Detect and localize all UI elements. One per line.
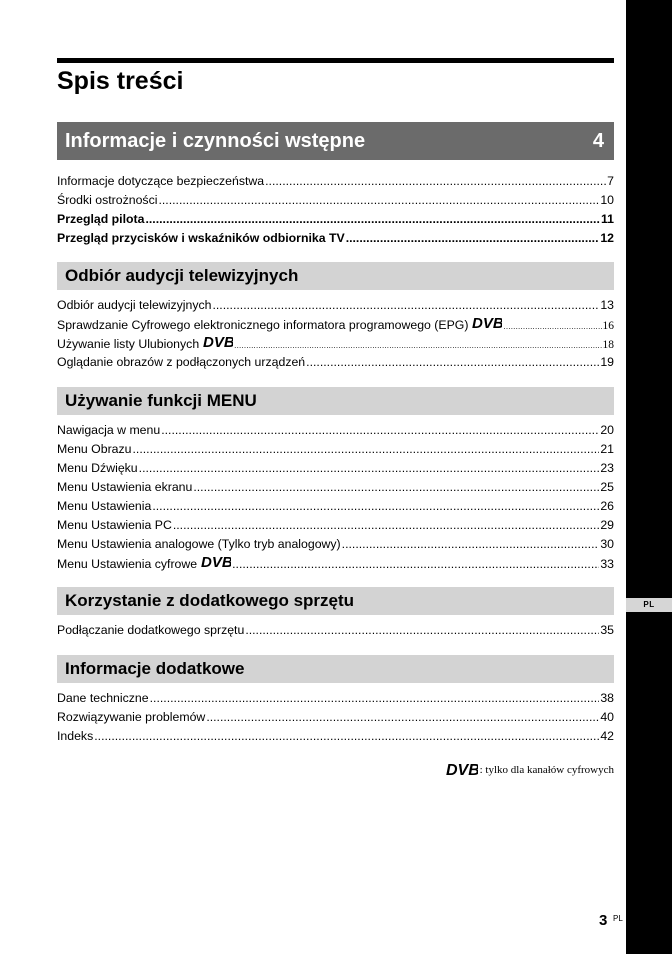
toc-entry-page: 13 [600,298,614,312]
section-header-menu [57,387,614,415]
dot-leader [306,353,599,372]
toc-entry-page: 20 [600,423,614,437]
toc-entry[interactable] [57,229,614,248]
toc-entry-page: 26 [600,499,614,513]
toc-list-additional [57,689,614,746]
toc-entry-label: Przegląd przycisków i wskaźników odbiornika TV [57,231,345,245]
dot-leader [265,172,606,191]
toc-entry-page: 11 [601,212,614,226]
toc-entry-page: 7 [607,174,614,188]
toc-entry-page: 25 [600,480,614,494]
toc-entry[interactable] [57,478,614,497]
toc-list-menu [57,421,614,573]
dot-leader [173,516,599,535]
svg-text:DVB: DVB [201,554,232,568]
section-header-tv [57,262,614,290]
side-bar [626,0,672,954]
toc-entry-page: 18 [602,339,614,351]
section-header-additional [57,655,614,683]
section-number: 4 [592,129,604,152]
dot-leader [503,317,601,336]
toc-entry[interactable] [57,497,614,516]
toc-entry-label: Menu Ustawienia analogowe (Tylko tryb analogowy) [57,537,341,551]
toc-entry-page: 21 [600,442,614,456]
section-title: Korzystanie z dodatkowego sprzętu [65,591,355,610]
toc-entry-page: 12 [600,231,614,245]
toc-entry-label: Oglądanie obrazów z podłączonych urządzeń [57,355,306,369]
toc-entry[interactable] [57,353,614,372]
toc-entry-label: Sprawdzanie Cyfrowego elektronicznego informatora programowego (EPG) [57,318,469,332]
dvb-footnote-text: : tylko dla kanałów cyfrowych [479,764,614,776]
dot-leader [158,191,599,210]
toc-entry-page: 30 [600,537,614,551]
dot-leader [161,421,599,440]
section-title: Odbiór audycji telewizyjnych [65,266,299,285]
toc-entry[interactable] [57,689,614,708]
toc-entry[interactable] [57,440,614,459]
toc-entry-label: Indeks [57,729,94,743]
toc-entry-label: Podłączanie dodatkowego sprzętu [57,623,245,637]
toc-entry-label: Przegląd pilota [57,212,145,226]
svg-text:DVB: DVB [203,334,234,348]
toc-entry[interactable] [57,516,614,535]
toc-entry[interactable] [57,708,614,727]
dvb-icon [472,315,502,335]
toc-entry[interactable] [57,554,614,573]
toc-entry-label: Informacje dotyczące bezpieczeństwa [57,174,265,188]
language-tab: PL [626,598,672,612]
toc-entry-label: Odbiór audycji telewizyjnych [57,298,212,312]
toc-entry-page: 35 [600,623,614,637]
page-number-suffix: PL [613,914,623,923]
dot-leader [232,555,599,574]
toc-entry-label: Nawigacja w menu [57,423,161,437]
toc-entry[interactable] [57,315,614,334]
dot-leader [212,296,599,315]
toc-entry-page: 10 [600,193,614,207]
toc-list-tv [57,296,614,372]
toc-entry[interactable] [57,210,614,229]
toc-entry-label: Środki ostrożności [57,193,158,207]
toc-entry[interactable] [57,334,614,353]
dvb-icon [203,334,233,354]
dot-leader [139,459,600,478]
dot-leader [94,727,599,746]
toc-entry-page: 40 [600,710,614,724]
toc-entry[interactable] [57,172,614,191]
dot-leader [152,497,599,516]
toc-entry-page: 19 [600,355,614,369]
toc-list-intro [57,172,614,248]
toc-entry[interactable] [57,535,614,554]
toc-entry-label: Używanie listy Ulubionych [57,337,200,351]
dot-leader [193,478,599,497]
toc-list-equipment [57,621,614,640]
toc-entry[interactable] [57,621,614,640]
dot-leader [245,621,599,640]
svg-text:DVB: DVB [445,762,478,776]
section-title: Informacje dodatkowe [65,659,245,678]
toc-entry[interactable] [57,459,614,478]
dvb-icon [201,554,231,574]
dot-leader [342,535,600,554]
dot-leader [145,210,600,229]
toc-entry-label: Dane techniczne [57,691,149,705]
dot-leader [150,689,600,708]
toc-entry-label: Menu Obrazu [57,442,132,456]
dot-leader [133,440,600,459]
section-title: Używanie funkcji MENU [65,391,257,410]
toc-entry-page: 42 [600,729,614,743]
toc-entry-label: Menu Dźwięku [57,461,138,475]
section-header-intro [57,122,614,160]
toc-entry-page: 16 [602,320,614,332]
toc-entry-page: 29 [600,518,614,532]
toc-entry-label: Menu Ustawienia PC [57,518,172,532]
dvb-footnote [442,761,614,779]
svg-text:DVB: DVB [472,315,503,329]
toc-entry-page: 33 [600,557,614,571]
toc-entry-label: Menu Ustawienia ekranu [57,480,193,494]
toc-entry[interactable] [57,296,614,315]
section-title: Informacje i czynności wstępne [65,129,366,152]
section-header-equipment [57,587,614,615]
toc-entry-label: Menu Ustawienia [57,499,152,513]
toc-entry-page: 23 [600,461,614,475]
dot-leader [206,708,599,727]
page-title: Spis treści [57,67,184,95]
toc-entry-label: Menu Ustawienia cyfrowe [57,557,198,571]
dot-leader [346,229,600,248]
toc-entry-label: Rozwiązywanie problemów [57,710,206,724]
toc-entry[interactable] [57,191,614,210]
page-number: 3 [599,912,608,929]
toc-entry-page: 38 [600,691,614,705]
title-rule [57,58,614,63]
toc-entry[interactable] [57,727,614,746]
toc-entry[interactable] [57,421,614,440]
dvb-icon [446,761,478,779]
